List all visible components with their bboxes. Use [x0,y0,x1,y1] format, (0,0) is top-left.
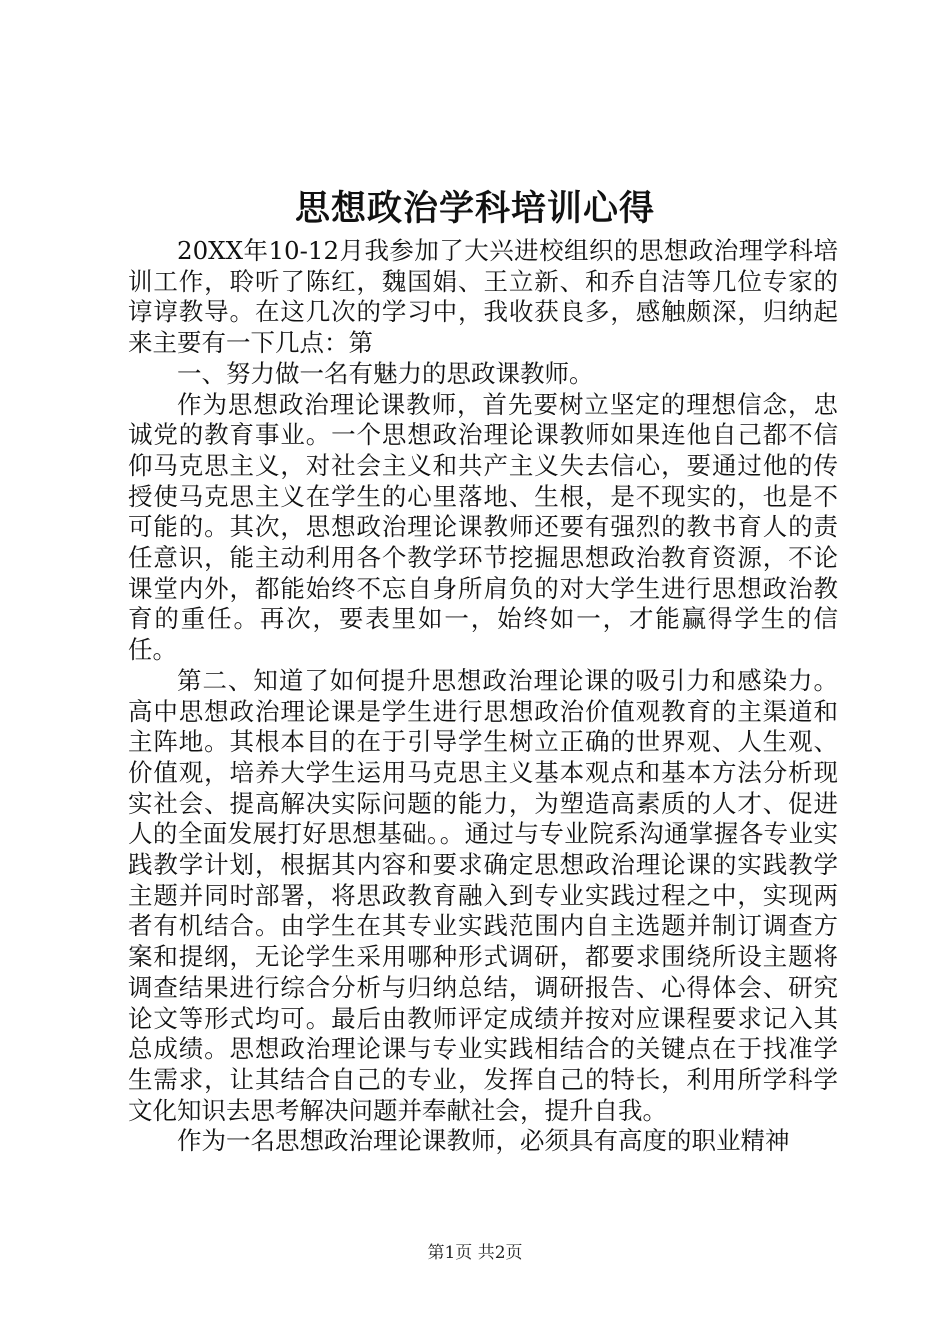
paragraph-intro: 20XX年10-12月我参加了大兴进校组织的思想政治理学科培训工作，聆听了陈红，魏国娟、王立新、和乔自洁等几位专家的谆谆教导。在这几次的学习中，我收获良多，感触颇深，归纳起来主要有一下几点：第 [128,236,838,358]
paragraph-closing: 作为一名思想政治理论课教师，必须具有高度的职业精神 [177,1126,790,1156]
paragraph-heading-2: 第二、知道了如何提升思想政治理论课的吸引力和感染力。高中思想政治理论课是学生进行思想政治价值观教育的主渠道和主阵地。其根本目的在于引导学生树立正确的世界观、人生观、价值观，培养大学生运用马克思主义基本观点和基本方法分析现实社会、提高解决实际问题的能力，为塑造高素质的人才、促进人的全面发展打好思想基础。。通过与专业院系沟通掌握各专业实践教学计划，根据其内容和要求确定思想政治理论课的实践教学主题并同时部署，将思政教育融入到专业实践过程之中，实现两者有机结合。由学生在其专业实践范围内自主选题并制订调查方案和提纲，无论学生采用哪种形式调研，都要求围绕所设主题将调查结果进行综合分析与归纳总结，调研报告、心得体会、研究论文等形式均可。最后由教师评定成绩并按对应课程要求记入其总成绩。思想政治理论课与专业实践相结合的关键点在于找准学生需求，让其结合自己的专业，发挥自己的特长，利用所学科学文化知识去思考解决问题并奉献社会，提升自我。 [128,665,838,1125]
paragraph-teacher-belief: 作为思想政治理论课教师，首先要树立坚定的理想信念，忠诚党的教育事业。一个思想政治理论课教师如果连他自己都不信仰马克思主义，对社会主义和共产主义失去信心，要通过他的传授使马克思主义在学生的心里落地、生根，是不现实的，也是不可能的。其次，思想政治理论课教师还要有强烈的教书育人的责任意识，能主动利用各个教学环节挖掘思想政治教育资源，不论课堂内外，都能始终不忘自身所肩负的对大学生进行思想政治教育的重任。再次，要表里如一，始终如一，才能赢得学生的信任。 [128,389,838,665]
page-number-footer: 第1页 共2页 [427,1243,523,1263]
document-body [128,236,838,1157]
paragraph-heading-1: 一、努力做一名有魅力的思政课教师。 [177,358,594,388]
document-title: 思想政治学科培训心得 [294,188,655,229]
